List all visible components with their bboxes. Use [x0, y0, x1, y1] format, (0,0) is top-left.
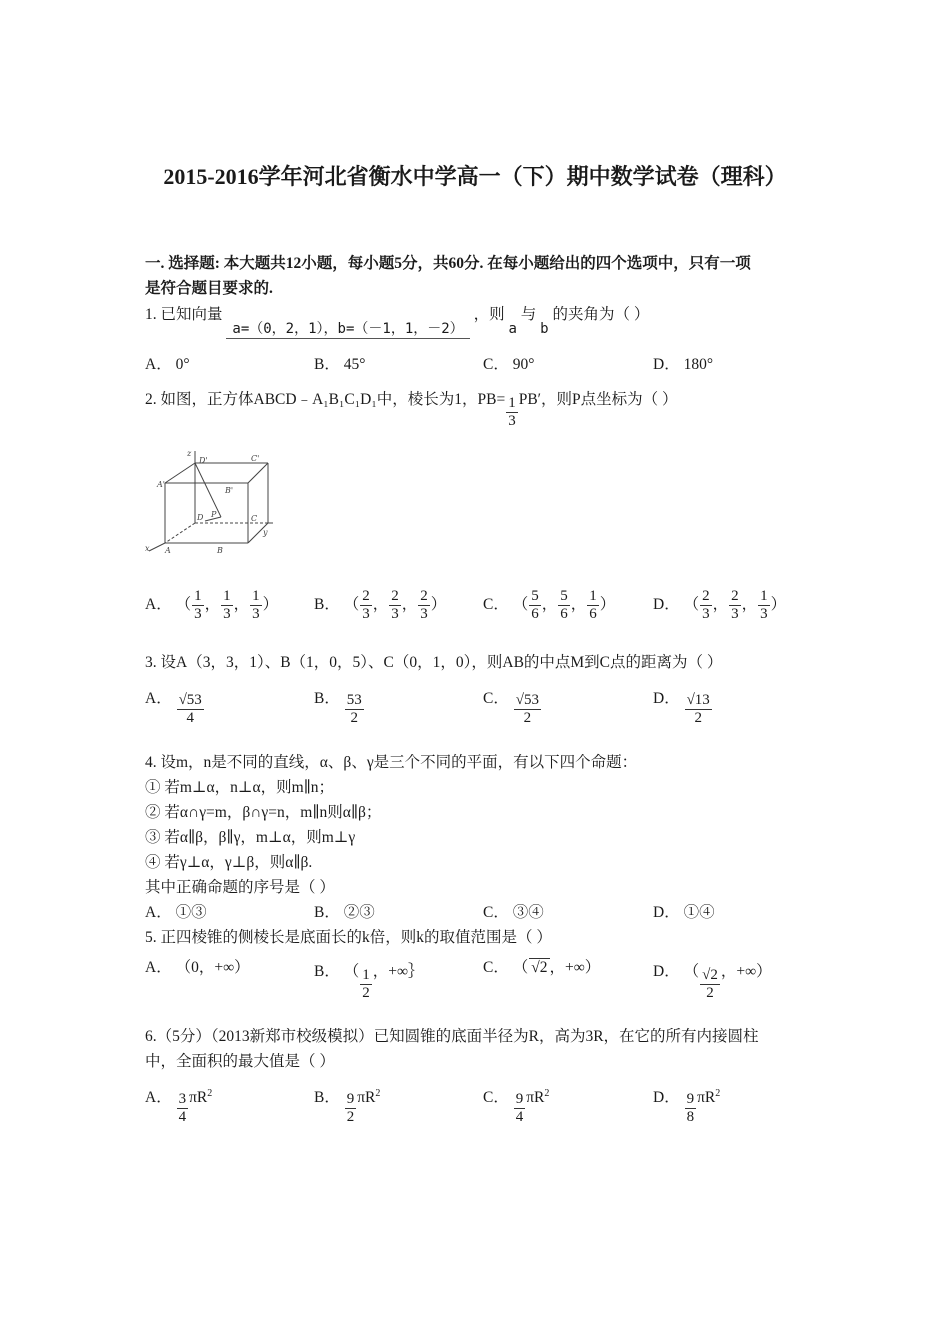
question-1: [145, 302, 650, 337]
q1-vector-b: b: [540, 321, 549, 337]
q2-option-c[interactable]: C． （ $\frac{5}{6}$ ， $\frac{5}{6}$ ， $\frac{1}{6}$ ）: [483, 588, 616, 622]
q1-option-c[interactable]: C． 90°: [483, 356, 535, 373]
fig-label-cprime: C': [251, 454, 260, 463]
question-4-prompt: 其中正确命题的序号是（ ）: [145, 879, 335, 896]
fig-label-b: B: [217, 546, 223, 555]
q3-option-b[interactable]: B． $\frac{53}{2}$: [314, 690, 362, 726]
q6-option-a[interactable]: A． $\frac{3}{4}$ $\pi R^2$: [145, 1087, 213, 1125]
q3-option-d[interactable]: D． $\frac{√13}{2}$: [653, 690, 710, 726]
q2-prefix: 2. 如图，正方体ABCD﹣A₁B₁C₁D₁中，棱长为1，PB=: [145, 391, 506, 409]
question-4-proposition-3: ③ 若α∥β，β∥γ，m⊥α，则m⊥γ: [145, 829, 356, 846]
q2-option-d[interactable]: D． （ $\frac{2}{3}$ ， $\frac{2}{3}$ ， $\frac{1}{3}$ ）: [653, 588, 787, 622]
question-2: [145, 383, 678, 429]
question-6-line2: 中，全面积的最大值是（ ）: [145, 1053, 335, 1070]
cube-figure: [143, 447, 273, 555]
q1-vector-a: a: [508, 321, 517, 337]
question-4-proposition-1: ① 若m⊥α，n⊥α，则m∥n；: [145, 779, 335, 796]
q1-mid: ，则: [473, 306, 505, 323]
q1-vector-expression: a=（0，2，1），b=（－1，1，－2）: [226, 318, 469, 339]
q3-option-c[interactable]: C． $\frac{√53}{2}$: [483, 690, 539, 726]
q5-option-b[interactable]: B． （ $\frac{1}{2}$ ，+∞｝: [314, 963, 424, 1001]
q4-option-d[interactable]: D． ①④: [653, 904, 715, 921]
fig-label-bprime: B': [225, 486, 234, 495]
question-4-proposition-4: ④ 若γ⊥α，γ⊥β，则α∥β.: [145, 854, 313, 871]
fig-label-z: z: [187, 449, 192, 458]
fig-label-p: P: [211, 510, 217, 519]
q1-option-a[interactable]: A． 0°: [145, 356, 190, 373]
q2-option-b[interactable]: B． （ $\frac{2}{3}$ ， $\frac{2}{3}$ ， $\frac{2}{3}$ ）: [314, 588, 447, 622]
section-heading-line1: 一. 选择题: 本大题共12小题，每小题5分，共60分. 在每小题给出的四个选项中，只有一项: [145, 255, 751, 272]
fig-label-x: x: [145, 544, 150, 553]
q2-suffix: PB′，则P点坐标为（ ）: [518, 391, 678, 409]
fig-label-d: D: [197, 513, 204, 522]
question-6-line1: 6.（5分）（2013新郑市校级模拟）已知圆锥的底面半径为R，高为3R，在它的所有内接圆柱: [145, 1028, 759, 1045]
q2-option-a[interactable]: A． （ $\frac{1}{3}$ ， $\frac{1}{3}$ ， $\frac{1}{3}$ ）: [145, 588, 279, 622]
q6-option-c[interactable]: C． $\frac{9}{4}$ $\pi R^2$: [483, 1087, 550, 1125]
q1-option-d[interactable]: D． 180°: [653, 356, 714, 373]
question-4-stem: 4. 设m，n是不同的直线，α、β、γ是三个不同的平面，有以下四个命题：: [145, 754, 638, 771]
q5-option-a[interactable]: A． （0，+∞）: [145, 959, 250, 976]
q6-option-b[interactable]: B． $\frac{9}{2}$ $\pi R^2$: [314, 1087, 381, 1125]
fig-label-aprime: A': [157, 480, 165, 489]
q6-option-d[interactable]: D． $\frac{9}{8}$ $\pi R^2$: [653, 1087, 721, 1125]
q4-option-a[interactable]: A． ①③: [145, 904, 207, 921]
question-5: 5. 正四棱锥的侧棱长是底面长的k倍，则k的取值范围是（ ）: [145, 929, 552, 946]
q4-option-b[interactable]: B． ②③: [314, 904, 375, 921]
section-heading-line2: 是符合题目要求的.: [145, 280, 273, 297]
q5-option-d[interactable]: D． （ $\frac{√2}{2}$ ，+∞）: [653, 963, 772, 1001]
q1-suffix: 的夹角为（ ）: [552, 306, 650, 323]
fig-label-dprime: D': [199, 456, 208, 465]
fig-label-y: y: [263, 528, 268, 537]
q1-prefix: 1. 已知向量: [145, 306, 223, 323]
q2-fraction: $\frac{1}{3}$: [508, 395, 516, 429]
question-4-proposition-2: ② 若α∩γ=m，β∩γ=n，m∥n则α∥β；: [145, 804, 382, 821]
q4-option-c[interactable]: C． ③④: [483, 904, 544, 921]
q5-option-c[interactable]: C． （ √2 ，+∞）: [483, 959, 601, 976]
question-3: 3. 设A（3，3，1）、B（1，0，5）、C（0，1，0），则AB的中点M到C点的距离为（ ）: [145, 654, 723, 671]
page-title: 2015-2016学年河北省衡水中学高一（下）期中数学试卷（理科）: [163, 164, 787, 189]
q1-option-b[interactable]: B． 45°: [314, 356, 366, 373]
q3-option-a[interactable]: A． $\frac{√53}{4}$: [145, 690, 202, 726]
fig-label-a: A: [165, 546, 171, 555]
fig-label-c: C: [251, 514, 258, 523]
q1-yu: 与: [520, 306, 537, 323]
